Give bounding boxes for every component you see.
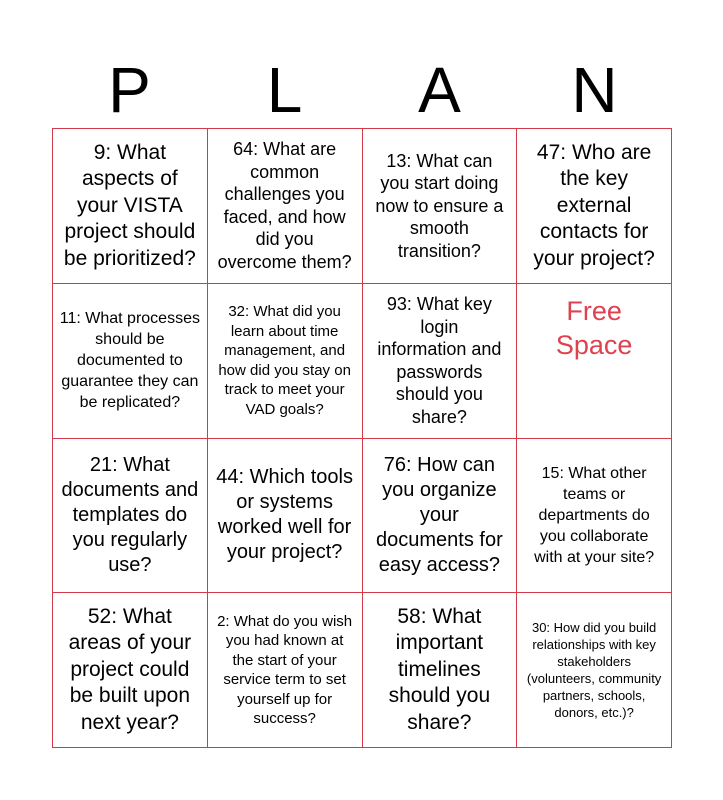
header-letter-p: P [108,54,151,126]
bingo-cell[interactable] [517,439,672,594]
bingo-cell[interactable] [208,593,363,748]
bingo-cell[interactable] [53,439,208,594]
free-space-cell[interactable] [517,284,672,439]
free-space-label: Free Space [555,295,633,360]
bingo-cell[interactable] [363,129,518,284]
bingo-cell-text: 58: What important timelines should you share? [388,604,491,734]
bingo-cell[interactable] [53,284,208,439]
bingo-cell-text: 44: Which tools or systems worked well for your project? [216,466,353,564]
bingo-cell-text: 15: What other teams or departments do you collaborate with at your site? [534,464,655,566]
bingo-cell-text: 21: What documents and templates do you regularly use? [61,453,199,576]
bingo-cell[interactable] [363,593,518,748]
bingo-cell-text: 13: What can you start doing now to ensure a smooth transition? [375,150,504,261]
bingo-cell[interactable] [208,129,363,284]
bingo-cell[interactable] [53,593,208,748]
bingo-cell[interactable] [363,439,518,594]
bingo-cell[interactable] [208,284,363,439]
header-letter-l: L [266,54,303,126]
bingo-cell-text: 52: What areas of your project could be built upon next year? [68,604,192,734]
bingo-cell-text: 64: What are common challenges you faced, and how did you overcome them? [217,139,352,272]
header-letter-a: A [418,54,461,126]
bingo-cell-text: 9: What aspects of your VISTA project should be prioritized? [63,140,196,270]
bingo-board [52,128,672,748]
bingo-cell[interactable] [208,439,363,594]
bingo-cell-text: 30: How did you build relationships with key stakeholders (volunteers, community partners, schools, donors, etc.)? [526,620,662,721]
bingo-cell[interactable] [363,284,518,439]
bingo-cell-text: 2: What do you wish you had known at the start of your service term to set yourself up for success? [217,612,353,728]
bingo-cell-text: 32: What did you learn about time management, and how did you stay on track to meet your VAD goals? [218,303,351,418]
bingo-cell-text: 93: What key login information and passwords should you share? [377,294,502,427]
bingo-cell-text: 47: Who are the key external contacts for your project? [533,140,655,270]
bingo-cell[interactable] [517,593,672,748]
bingo-cell-text: 76: How can you organize your documents for easy access? [376,453,503,576]
bingo-header [52,52,672,128]
header-letter-n: N [571,54,618,126]
bingo-cell-text: 11: What processes should be documented to guarantee they can be replicated? [59,310,200,412]
bingo-cell[interactable] [517,129,672,284]
bingo-cell[interactable] [53,129,208,284]
